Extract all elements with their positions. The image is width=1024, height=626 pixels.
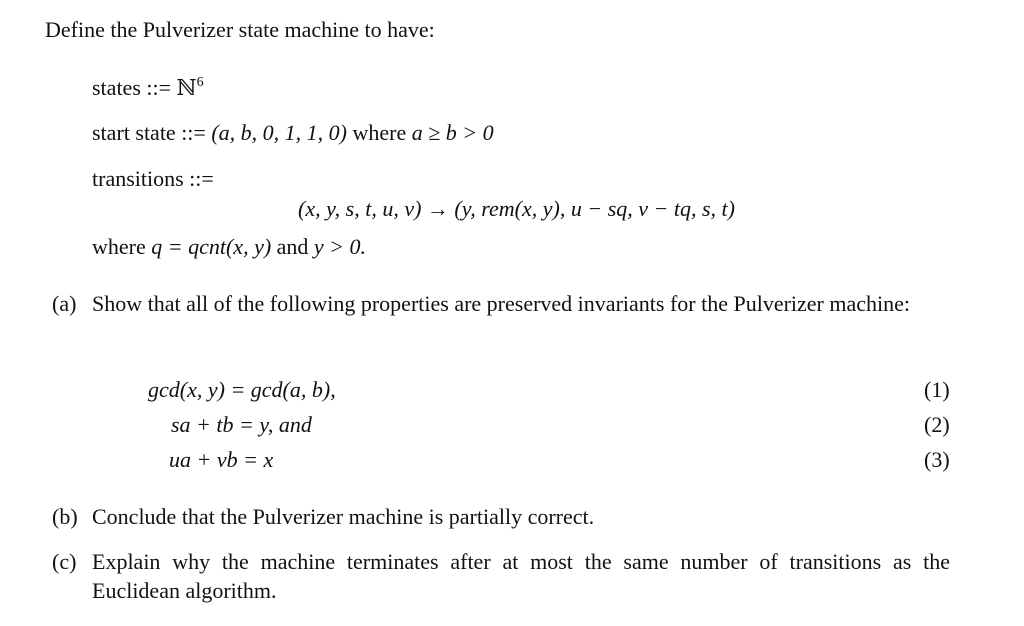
start-state-where: where (352, 120, 407, 145)
where-y-condition: y > 0. (313, 234, 367, 259)
equation-3-number: (3) (924, 447, 950, 472)
states-label: states ::= (92, 75, 172, 100)
equation-2-number: (2) (924, 412, 950, 437)
transition-formula: (x, y, s, t, u, v) → (y, rem(x, y), u − sq, v − tq, s, t) (298, 196, 735, 221)
where-word: where (92, 234, 146, 259)
start-state-definition (92, 122, 494, 144)
equation-2: sa + tb = y, and (171, 412, 312, 437)
intro-text: Define the Pulverizer state machine to have: (45, 17, 435, 42)
transitions-label: transitions ::= (92, 166, 214, 191)
transition-condition (92, 236, 366, 258)
part-c-label: (c) (52, 549, 77, 574)
states-definition (92, 77, 204, 99)
equation-3: ua + vb = x (169, 447, 274, 472)
states-value: ℕ (176, 75, 197, 100)
part-a-label: (a) (52, 291, 77, 316)
part-c-text: Explain why the machine terminates after at most the same number of transitions as the Euclidean algorithm. (92, 549, 950, 603)
states-exponent: 6 (196, 75, 204, 90)
equation-1: gcd(x, y) = gcd(a, b), (148, 377, 336, 402)
part-b-label: (b) (52, 504, 78, 529)
start-state-value: (a, b, 0, 1, 1, 0) (211, 120, 347, 145)
where-and: and (276, 234, 309, 259)
equation-1-number: (1) (924, 377, 950, 402)
part-b-text: Conclude that the Pulverizer machine is partially correct. (92, 504, 595, 529)
start-state-label: start state ::= (92, 120, 206, 145)
where-q-definition: q = qcnt(x, y) (151, 234, 272, 259)
part-a-text: Show that all of the following properties are preserved invariants for the Pulverizer machine: (92, 291, 911, 316)
start-state-condition: a ≥ b > 0 (411, 120, 494, 145)
